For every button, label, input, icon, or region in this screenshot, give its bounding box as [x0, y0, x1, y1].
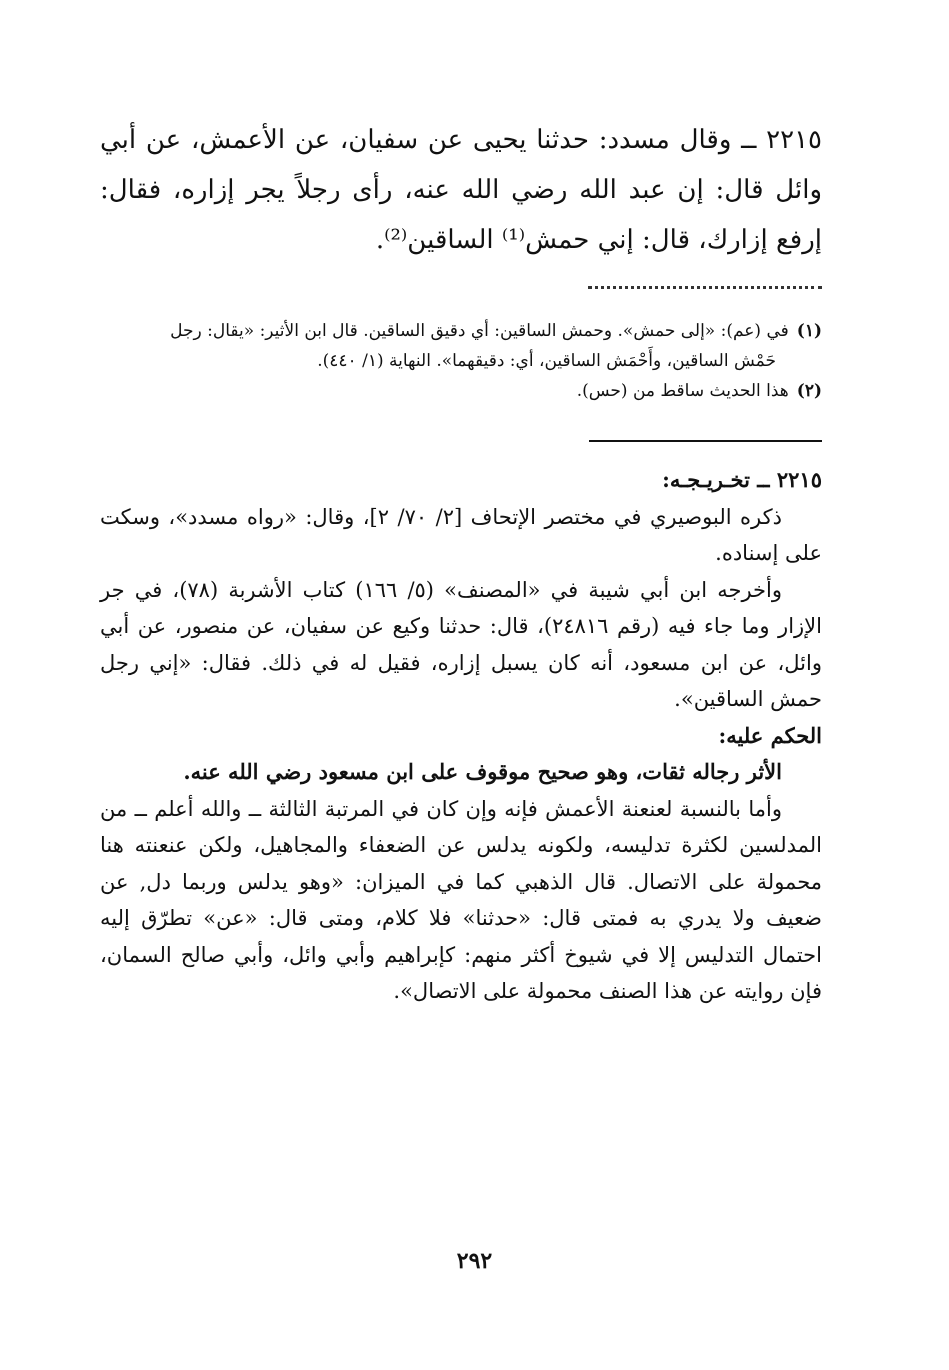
footnote-1-line-2: حَمْش الساقين، وأَحْمَش الساقين، أي: دقيقهما». النهاية (١/ ٤٤٠). — [317, 351, 776, 371]
footnote-2-text: هذا الحديث ساقط من (حس). — [576, 381, 789, 401]
hukm-heading: الحكم عليه: — [718, 722, 822, 748]
section-divider-line — [589, 440, 822, 442]
hadith-paragraph: ٢٢١٥ ــ وقال مسدد: حدثنا يحيى عن سفيان، عن الأعمش، عن أبي وائل قال: إن عبد الله رضي الله عنه، رأى رجلاً يجر إزاره، فقال: إرفع إزارك، قال: إني حمش⁽¹⁾ الساقين⁽²⁾. — [100, 125, 822, 255]
footnote-1-continuation — [100, 346, 822, 376]
takhrij-section — [100, 462, 822, 1010]
takhrij-paragraph-3: وأما بالنسبة لعنعنة الأعمش فإنه وإن كان في المرتبة الثالثة ــ والله أعلم ــ من المدلسين لكثرة تدليسه، ولكونه يدلس عن الضعفاء والمجاهيل، ولكن عنعنته هنا محمولة على الاتصال. قال الذهبي كما في الميزان: «وهو يدلس وربما دل, عن ضعيف ولا يدري به فمتى قال: «حدثنا» فلا كلام، ومتى قال: «عن» تطرّق إليه احتمال التدليس إلا في شيوخ أكثر منهم: كإبراهيم وأبي وائل، وأبي صالح السمان، فإن روايته عن هذا الصنف محمولة على الاتصال». — [100, 796, 822, 1003]
takhrij-paragraph-1: ذكره البوصيري في مختصر الإتحاف [٢/ ٧٠/ ٢]، وقال: «رواه مسدد»، وسكت على إسناده. — [100, 504, 822, 565]
page-number: ٢٩٢ — [456, 1248, 493, 1274]
footnote-1-number: (١) — [796, 321, 822, 341]
footnote-separator-dots — [588, 286, 822, 289]
footnotes-block — [100, 316, 822, 406]
hukm-statement: الأثر رجاله ثقات، وهو صحيح موقوف على ابن مسعود رضي الله عنه. — [183, 759, 782, 784]
footnote-1-line-1: في (عم): «إلى حمش». وحمش الساقين: أي دقيق الساقين. قال ابن الأثير: «يقال: رجل — [170, 321, 789, 341]
footnote-2-number: (٢) — [796, 381, 822, 401]
footnote-1 — [100, 316, 822, 346]
takhrij-heading: ٢٢١٥ ــ تخـريـجـه: — [662, 467, 822, 492]
hadith-text-block — [100, 115, 822, 265]
footnote-2 — [100, 376, 822, 406]
takhrij-paragraph-2: وأخرجه ابن أبي شيبة في «المصنف» (٥/ ١٦٦) كتاب الأشربة (٧٨)، في جر الإزار وما جاء فيه (رقم ٢٤٨١٦)، قال: حدثنا وكيع عن سفيان، عن منصور، عن أبي وائل، عن ابن مسعود، أنه كان يسبل إزاره، فقيل له في ذلك. فقال: «إني رجل حمش الساقين». — [100, 577, 822, 711]
